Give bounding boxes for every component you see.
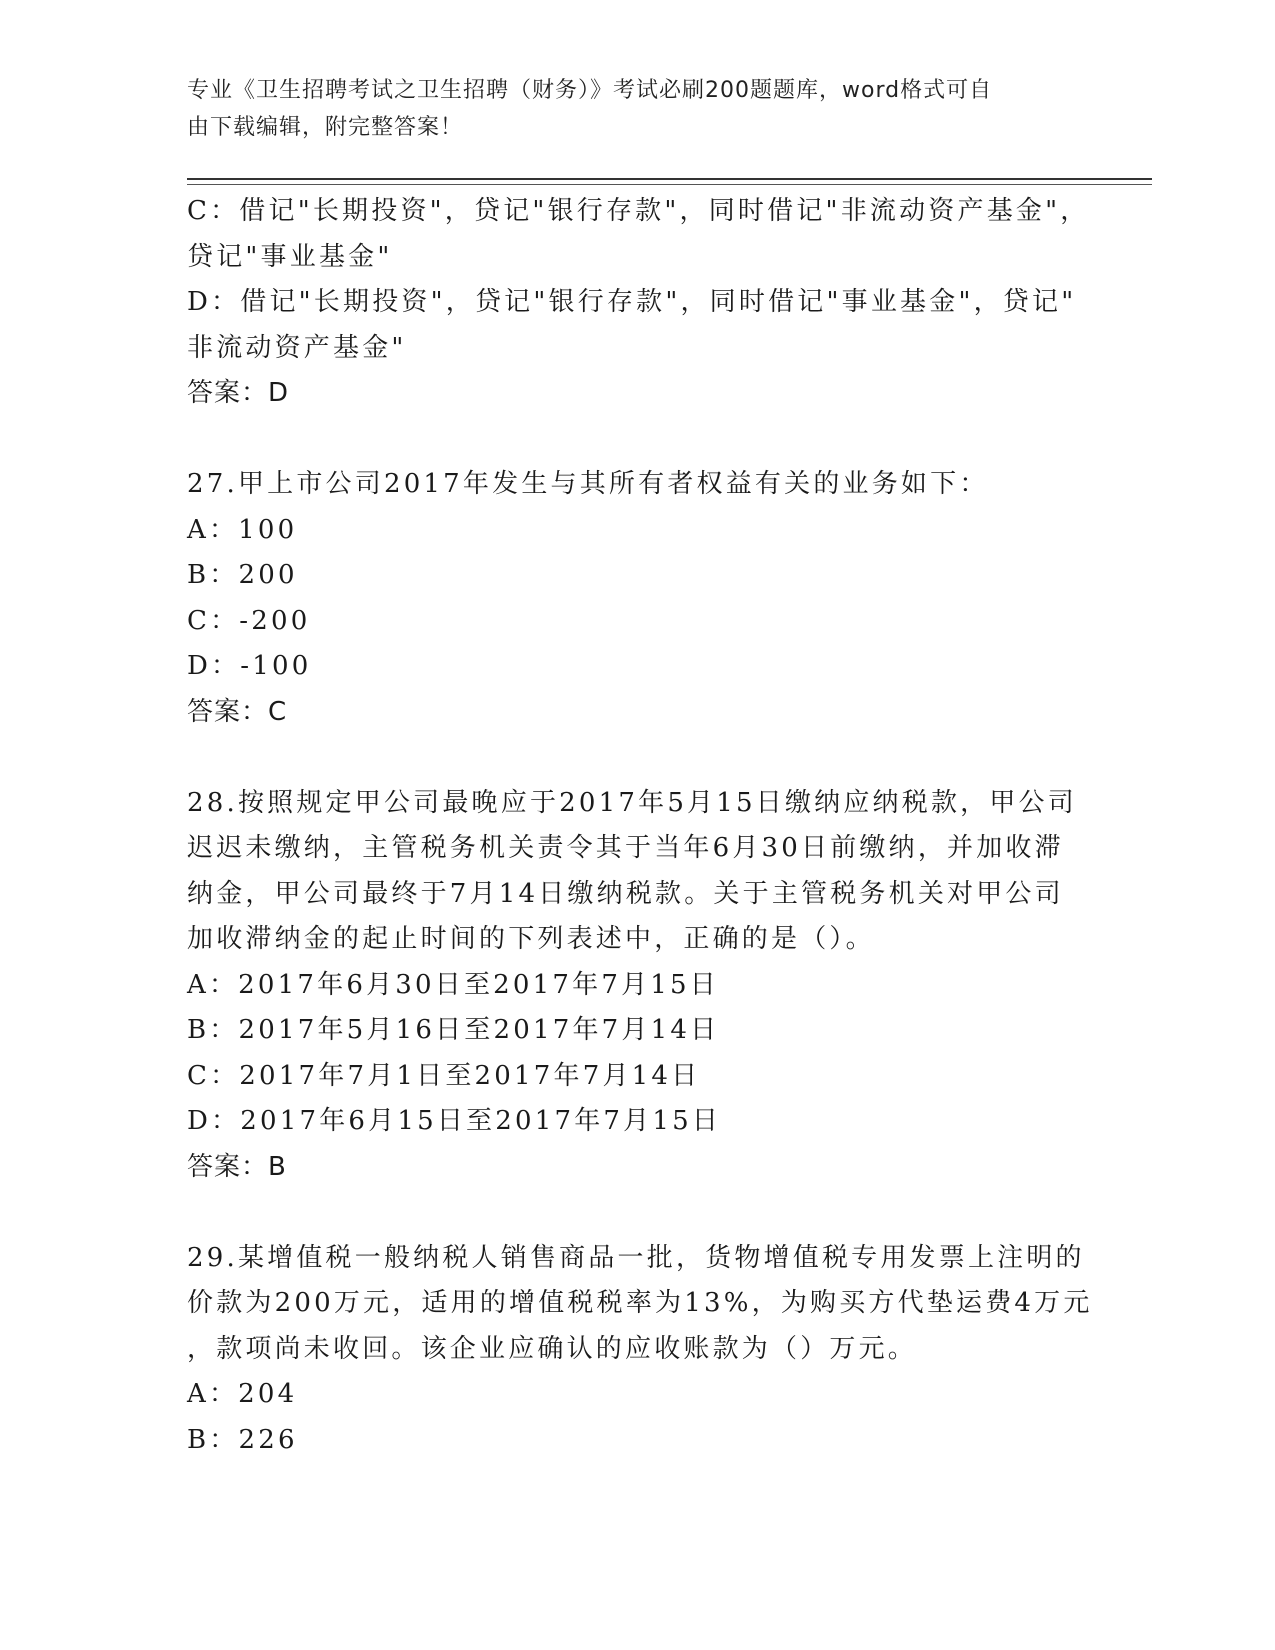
header-line: 由下载编辑，附完整答案！: [187, 115, 464, 140]
option-b: B：200: [187, 560, 298, 590]
option-d: D：2017年6月15日至2017年7月15日: [187, 1106, 722, 1136]
option-c-continued: 贷记"事业基金": [187, 241, 393, 272]
answer: 答案：C: [187, 696, 288, 727]
question-stem-continued: 加收滞纳金的起止时间的下列表述中，正确的是（）。: [187, 924, 875, 954]
header-line: 专业《卫生招聘考试之卫生招聘（财务）》考试必刷200题题库，word格式可自: [187, 78, 993, 103]
question-28: [187, 781, 1077, 1191]
option-a: A：204: [187, 1379, 298, 1409]
option-b: B：2017年5月16日至2017年7月14日: [187, 1015, 720, 1045]
answer: 答案：B: [187, 1151, 287, 1182]
question-stem-continued: 迟迟未缴纳，主管税务机关责令其于当年6月30日前缴纳，并加收滞: [187, 833, 1064, 863]
option-c: C：-200: [187, 605, 311, 636]
spacer: [187, 417, 1072, 463]
answer: 答案：D: [187, 378, 290, 408]
spacer: [187, 735, 1072, 781]
document-header: [187, 72, 1067, 146]
option-b: B：226: [187, 1424, 298, 1455]
question-list: [187, 189, 1093, 1463]
option-c: C：2017年7月1日至2017年7月14日: [187, 1060, 701, 1091]
question-stem: 27.甲上市公司2017年发生与其所有者权益有关的业务如下：: [187, 469, 989, 499]
question-stem: 29.某增值税一般纳税人销售商品一批，货物增值税专用发票上注明的: [187, 1242, 1085, 1273]
option-d-continued: 非流动资产基金": [187, 332, 407, 363]
option-c: C：借记"长期投资"，贷记"银行存款"，同时借记"非流动资产基金"，: [187, 196, 1090, 226]
header-divider-thin: [187, 184, 1152, 185]
question-previous: [187, 189, 1090, 417]
option-d: D：-100: [187, 651, 312, 681]
question-29: [187, 1236, 1093, 1464]
header-divider-thick: [187, 178, 1152, 180]
option-a: A：2017年6月30日至2017年7月15日: [187, 969, 719, 1000]
question-stem: 28.按照规定甲公司最晚应于2017年5月15日缴纳应纳税款，甲公司: [187, 787, 1077, 818]
question-27: [187, 462, 1072, 735]
option-a: A：100: [187, 514, 298, 545]
question-stem-continued: 纳金，甲公司最终于7月14日缴纳税款。关于主管税务机关对甲公司: [187, 878, 1064, 909]
option-d: D：借记"长期投资"，贷记"银行存款"，同时借记"事业基金"，贷记": [187, 287, 1077, 317]
spacer: [187, 1190, 1072, 1236]
question-stem-continued: ，款项尚未收回。该企业应确认的应收账款为（）万元。: [187, 1333, 918, 1364]
question-stem-continued: 价款为200万元，适用的增值税税率为13%，为购买方代垫运费4万元: [187, 1288, 1093, 1318]
